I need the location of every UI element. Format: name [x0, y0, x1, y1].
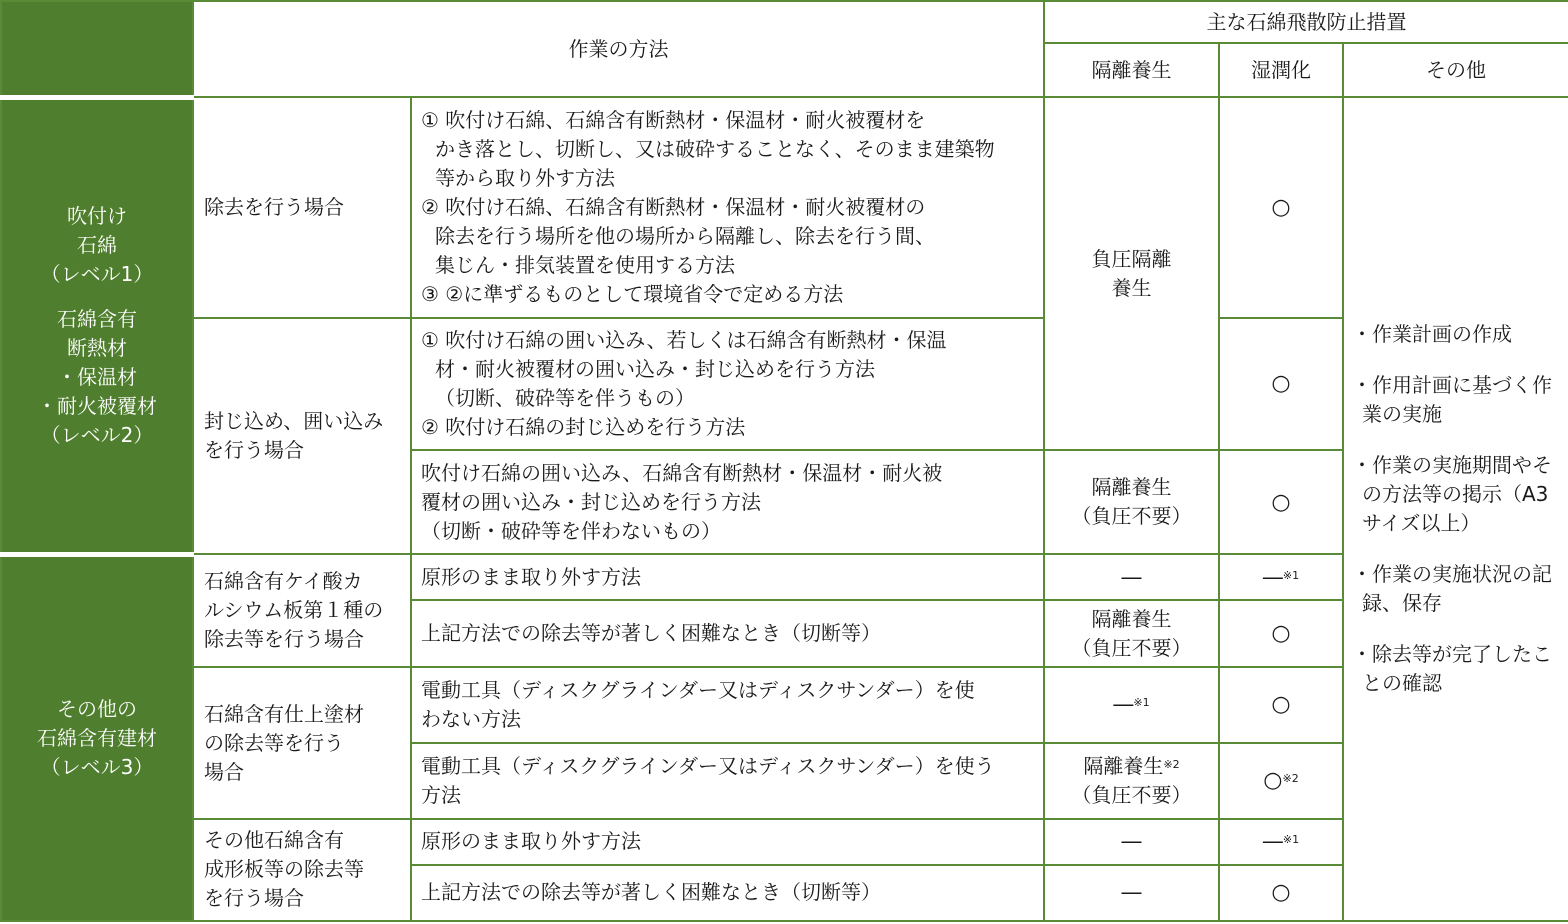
method-line: 吹付け石綿の囲い込み、石綿含有断熱材・保温材・耐火被: [421, 460, 943, 485]
isolation-formed-2: [1044, 865, 1219, 921]
footnote-mark: ※1: [1282, 568, 1300, 582]
method-line: ② 吹付け石綿の封じ込めを行う方法: [421, 414, 746, 439]
method-line: （切断・破砕等を伴わないもの）: [421, 518, 721, 543]
footnote-mark: ※2: [1163, 757, 1180, 771]
method-line: 材・耐火被覆材の囲い込み・封じ込めを行う方法: [435, 356, 875, 381]
case-label: を行う場合: [204, 886, 304, 911]
method-line: 上記方法での除去等が著しく困難なとき（切断等）: [421, 880, 881, 905]
isolation-line: 隔離養生: [1091, 606, 1172, 631]
case-label: 除去等を行う場合: [204, 627, 364, 652]
wet-calcium-1: [1219, 554, 1343, 600]
level3-line: 石綿含有建材: [37, 725, 157, 750]
level12-line: 石綿含有: [57, 306, 137, 331]
other-measures-list: [1352, 320, 1564, 698]
circle-mark: ○: [1271, 194, 1291, 220]
other-measure-item: ・作業の実施期間やその方法等の掲示（A3サイズ以上）: [1352, 453, 1552, 536]
level12-line: （レベル2）: [40, 422, 154, 447]
other-measures-cell: [1343, 97, 1568, 921]
level12-line: 吹付け: [67, 203, 127, 228]
circle-mark: ○: [1271, 371, 1291, 397]
other-measure-item: ・作業の実施状況の記録、保存: [1352, 562, 1552, 616]
method-line: かき落とし、切断し、又は破砕することなく、そのまま建築物: [435, 136, 995, 161]
isolation-line: （負圧不要）: [1071, 635, 1192, 660]
dash-mark: ―: [1262, 829, 1283, 854]
level12-line: ・保温材: [57, 364, 137, 389]
method-line: 除去を行う場所を他の場所から隔離し、除去を行う間、: [435, 223, 935, 248]
circle-mark: ○: [1271, 621, 1291, 647]
method-calcium-1: [411, 554, 1044, 600]
wet-finish-1: [1219, 667, 1343, 742]
method-line: 原形のまま取り外す方法: [421, 564, 641, 589]
method-line: 電動工具（ディスクグラインダー又はディスクサンダー）を使: [421, 677, 975, 702]
case-label: 石綿含有ケイ酸カ: [204, 569, 363, 594]
wet-calcium-2: [1219, 600, 1343, 667]
level-3-cell: [1, 554, 193, 921]
header-method: [193, 1, 1044, 97]
footnote-mark: ※1: [1133, 696, 1150, 710]
method-enclosure-a: [411, 318, 1044, 450]
isolation-line: （負圧不要）: [1071, 504, 1192, 529]
footnote-mark: ※2: [1282, 772, 1299, 786]
method-line: 等から取り外す方法: [435, 165, 615, 190]
method-line: 上記方法での除去等が著しく困難なとき（切断等）: [421, 621, 881, 646]
other-measure-item: ・除去等が完了したことの確認: [1352, 642, 1552, 696]
footnote-mark: ※1: [1282, 833, 1300, 847]
dash-mark: ―: [1121, 880, 1142, 905]
dash-mark: ―: [1113, 692, 1134, 717]
method-line: 原形のまま取り外す方法: [421, 829, 641, 854]
circle-mark: ○: [1271, 692, 1291, 718]
header-other: [1343, 43, 1568, 97]
wet-formed-2: [1219, 865, 1343, 921]
level3-line: その他の: [57, 696, 137, 721]
isolation-finish-2: [1044, 743, 1219, 819]
isolation-line: 負圧隔離: [1091, 246, 1172, 271]
isolation-line: （負圧不要）: [1071, 782, 1192, 807]
header-other-label: その他: [1426, 57, 1486, 82]
wet-removal: [1219, 97, 1343, 317]
header-wetting: [1219, 43, 1343, 97]
method-line: ② 吹付け石綿、石綿含有断熱材・保温材・耐火被覆材の: [421, 194, 926, 219]
dash-mark: ―: [1121, 564, 1142, 589]
circle-mark: ○: [1263, 768, 1283, 794]
isolation-negative-pressure: [1044, 97, 1219, 450]
header-isolation-label: 隔離養生: [1091, 57, 1172, 82]
case-label: 封じ込め、囲い込み: [204, 408, 384, 433]
level-1-2-cell: [1, 97, 193, 554]
method-enclosure-b: [411, 450, 1044, 554]
circle-mark: ○: [1271, 880, 1291, 906]
dash-mark: ―: [1262, 564, 1283, 589]
method-formed-2: [411, 865, 1044, 921]
wet-formed-1: [1219, 819, 1343, 865]
level12-line: 石綿: [77, 232, 117, 257]
level12-line: ・耐火被覆材: [37, 393, 157, 418]
method-line: ① 吹付け石綿の囲い込み、若しくは石綿含有断熱材・保温: [421, 327, 947, 352]
level12-line: （レベル1）: [40, 261, 154, 286]
method-line: 電動工具（ディスクグラインダー又はディスクサンダー）を使う: [421, 753, 995, 778]
method-formed-1: [411, 819, 1044, 865]
case-enclosure: [193, 318, 411, 555]
method-line: ① 吹付け石綿、石綿含有断熱材・保温材・耐火被覆材を: [421, 107, 926, 132]
case-label: 除去を行う場合: [204, 194, 344, 219]
case-finish: [193, 667, 411, 818]
case-calcium: [193, 554, 411, 667]
method-line: 集じん・排気装置を使用する方法: [435, 252, 735, 277]
wet-finish-2: [1219, 743, 1343, 819]
case-label: 場合: [204, 759, 244, 784]
case-label: 成形板等の除去等: [204, 857, 364, 882]
isolation-finish-1: [1044, 667, 1219, 742]
case-label: の除去等を行う: [204, 730, 344, 755]
header-wetting-label: 湿潤化: [1251, 57, 1311, 82]
case-removal: [193, 97, 411, 317]
method-removal: [411, 97, 1044, 317]
isolation-calcium-1: [1044, 554, 1219, 600]
case-formed: [193, 819, 411, 921]
method-line: わない方法: [421, 706, 521, 731]
isolation-enclosure-b: [1044, 450, 1219, 554]
wet-enclosure-a: [1219, 318, 1343, 450]
method-line: ③ ②に準ずるものとして環境省令で定める方法: [421, 281, 844, 306]
method-calcium-2: [411, 600, 1044, 667]
case-label: ルシウム板第１種の: [204, 598, 384, 623]
circle-mark: ○: [1271, 489, 1291, 515]
isolation-line: 養生: [1111, 275, 1152, 300]
method-finish-2: [411, 743, 1044, 819]
header-measures-label: 主な石綿飛散防止措置: [1206, 9, 1407, 34]
method-line: （切断、破砕等を伴うもの）: [435, 385, 695, 410]
case-label: その他石綿含有: [204, 828, 344, 853]
level12-line: 断熱材: [67, 335, 127, 360]
other-measure-item: ・作業計画の作成: [1352, 322, 1512, 347]
method-line: 方法: [421, 782, 461, 807]
header-measures: [1044, 1, 1568, 43]
wet-enclosure-b: [1219, 450, 1343, 554]
isolation-formed-1: [1044, 819, 1219, 865]
method-line: 覆材の囲い込み・封じ込めを行う方法: [421, 489, 761, 514]
other-measure-item: ・作用計画に基づく作業の実施: [1352, 373, 1552, 427]
level3-line: （レベル3）: [40, 754, 154, 779]
isolation-line: 隔離養生: [1091, 475, 1172, 500]
dash-mark: ―: [1121, 829, 1142, 854]
isolation-calcium-2: [1044, 600, 1219, 667]
case-label: を行う場合: [204, 437, 304, 462]
isolation-line: 隔離養生: [1083, 753, 1164, 778]
header-isolation: [1044, 43, 1219, 97]
case-label: 石綿含有仕上塗材: [204, 701, 364, 726]
header-corner: [1, 1, 193, 97]
method-finish-1: [411, 667, 1044, 742]
header-method-label: 作業の方法: [568, 36, 669, 61]
